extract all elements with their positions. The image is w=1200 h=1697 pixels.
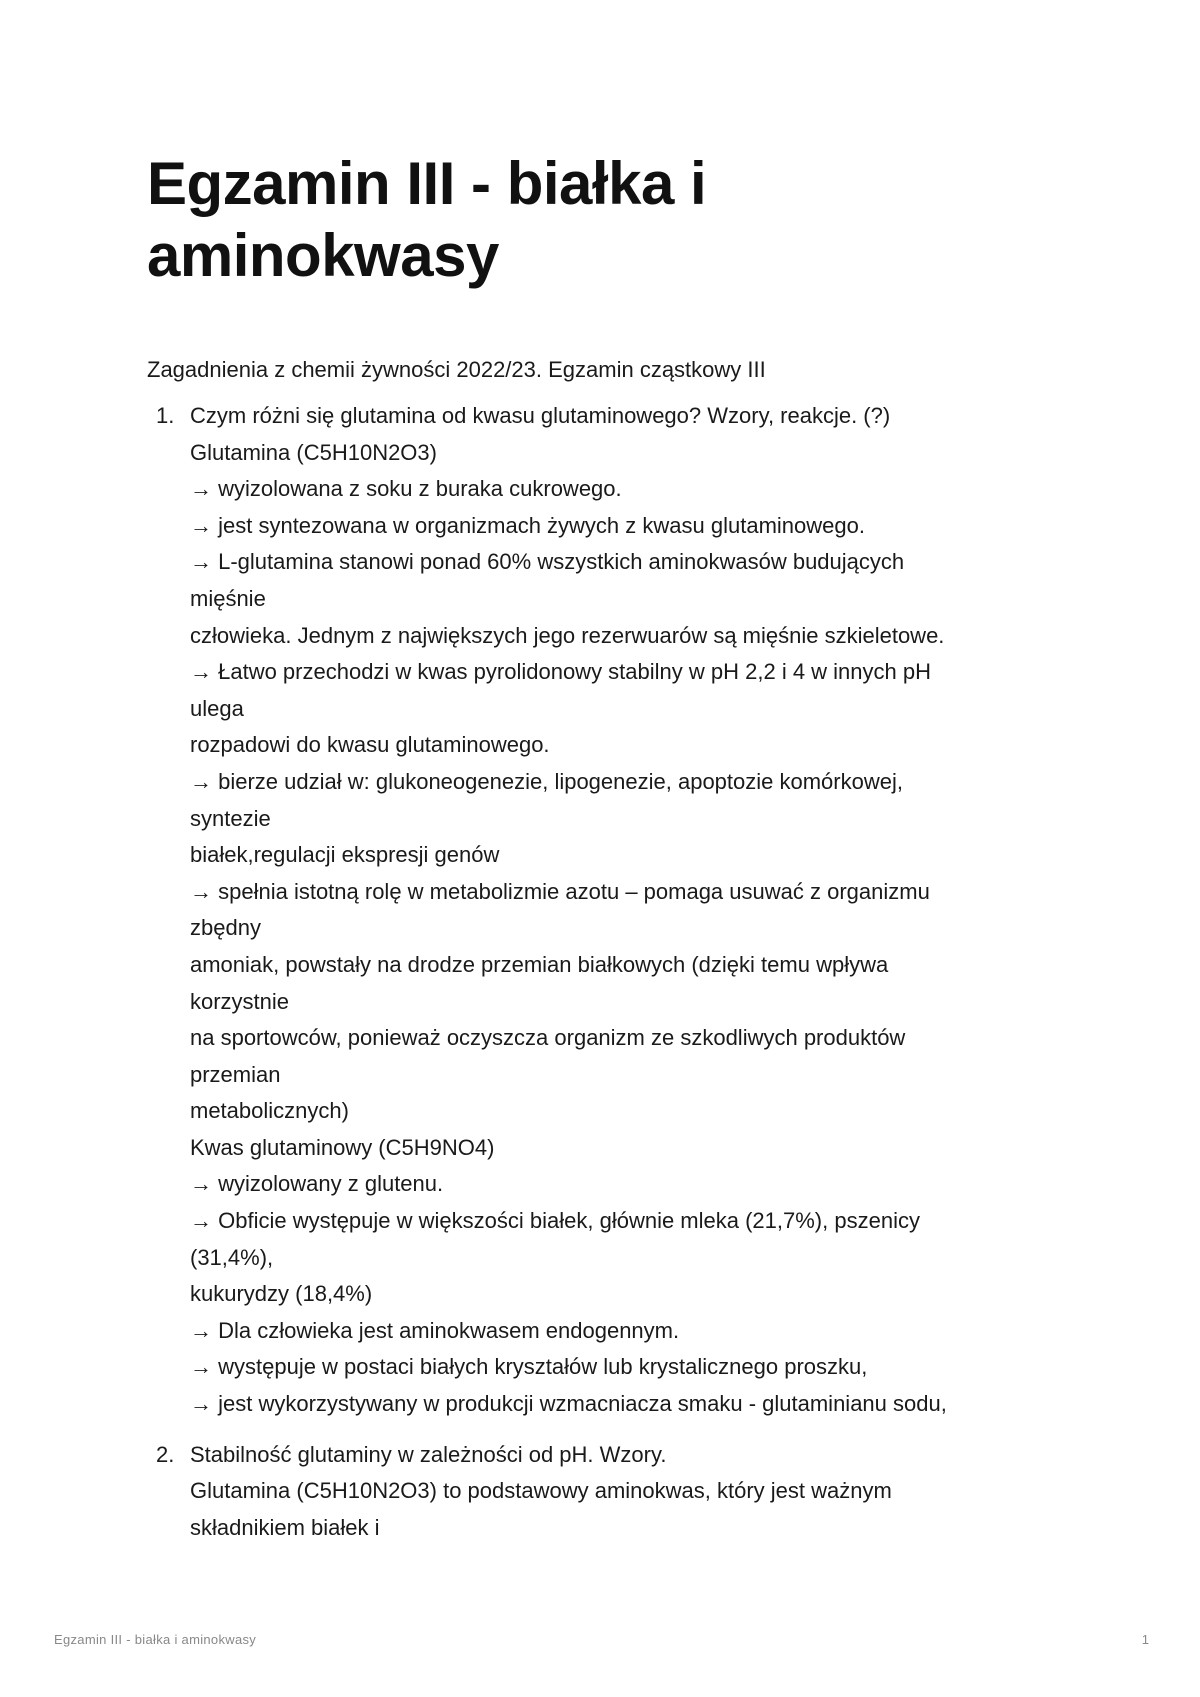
text-line: człowieka. Jednym z największych jego rezerwuarów są mięśnie szkieletowe. [190, 622, 945, 648]
text-line: → L-glutamina stanowi ponad 60% wszystkich aminokwasów budujących [190, 549, 905, 575]
text-line: rozpadowi do kwasu glutaminowego. [190, 732, 550, 758]
text-line: na sportowców, ponieważ oczyszcza organizm ze szkodliwych produktów [190, 1025, 906, 1051]
text-line: → spełnia istotną rolę w metabolizmie azotu – pomaga usuwać z organizmu [190, 878, 930, 904]
text-line: → wyizolowana z soku z buraka cukrowego. [190, 476, 622, 502]
text-line: → wyizolowany z glutenu. [190, 1171, 444, 1197]
text-line: → Dla człowieka jest aminokwasem endogennym. [190, 1317, 680, 1343]
text-line: → jest syntezowana w organizmach żywych z kwasu glutaminowego. [190, 512, 865, 538]
text-line: białek,regulacji ekspresji genów [190, 842, 500, 868]
question-number: 1. [156, 403, 175, 428]
page-subtitle: Zagadnienia z chemii żywności 2022/23. Egzamin cząstkowy III [147, 357, 766, 382]
page-content [147, 148, 1047, 1562]
text-line: mięśnie [190, 585, 266, 611]
text-line: amoniak, powstały na drodze przemian białkowych (dzięki temu wpływa [190, 951, 889, 977]
text-line: zbędny [190, 915, 261, 941]
text-line: → jest wykorzystywany w produkcji wzmacniacza smaku - glutaminianu sodu, [190, 1391, 947, 1417]
text-line: Glutamina (C5H10N2O3) [190, 439, 437, 465]
text-line: korzystnie [190, 988, 290, 1014]
footer-page-number: 1 [1141, 1632, 1149, 1647]
text-line: kukurydzy (18,4%) [190, 1281, 373, 1307]
question-item [147, 1437, 1047, 1547]
footer-document-title: Egzamin III - białka i aminokwasy [54, 1632, 257, 1647]
question-item [147, 398, 1047, 1423]
title-line: aminokwasy [147, 222, 499, 289]
question-list [147, 398, 1047, 1546]
text-line: → Łatwo przechodzi w kwas pyrolidonowy stabilny w pH 2,2 i 4 w innych pH [190, 659, 931, 685]
text-line: (31,4%), [190, 1244, 274, 1270]
text-line: Czym różni się glutamina od kwasu glutaminowego? Wzory, reakcje. (?) [190, 403, 891, 428]
text-line: Stabilność glutaminy w zależności od pH. Wzory. [190, 1441, 667, 1467]
text-line: przemian [190, 1061, 281, 1087]
title-line: Egzamin III - białka i [147, 150, 707, 217]
text-line: → występuje w postaci białych kryształów lub krystalicznego proszku, [190, 1354, 868, 1380]
text-line: Glutamina (C5H10N2O3) to podstawowy aminokwas, który jest ważnym [190, 1478, 892, 1504]
text-line: → bierze udział w: glukoneogenezie, lipogenezie, apoptozie komórkowej, [190, 768, 903, 794]
page-title [147, 148, 1047, 292]
text-line: ulega [190, 695, 244, 721]
text-line: metabolicznych) [190, 1098, 349, 1124]
question-number: 2. [156, 1441, 175, 1467]
text-line: → Obficie występuje w większości białek, głównie mleka (21,7%), pszenicy [190, 1208, 920, 1234]
text-line: składnikiem białek i [190, 1514, 380, 1540]
text-line: syntezie [190, 805, 271, 831]
text-line: Kwas glutaminowy (C5H9NO4) [190, 1134, 495, 1160]
